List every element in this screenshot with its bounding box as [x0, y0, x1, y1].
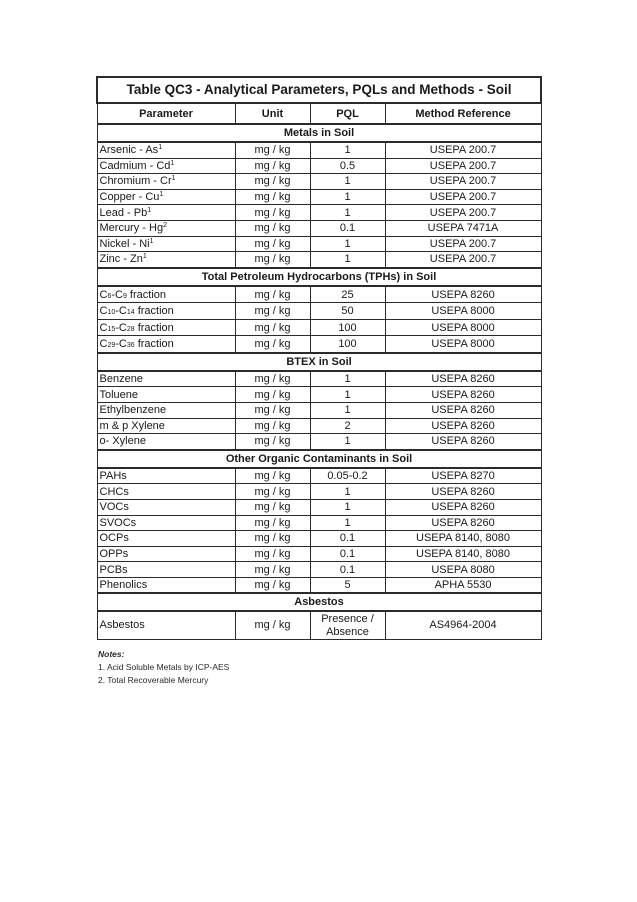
table-row [97, 303, 541, 320]
parameter-cell [97, 174, 235, 190]
parameter-cell: o- Xylene [97, 434, 235, 450]
pql-cell: 0.1 [310, 546, 385, 562]
method-cell: USEPA 200.7 [385, 174, 541, 190]
carbon-end: 9 [122, 292, 127, 300]
footnote-ref: 2 [163, 222, 167, 230]
parameter-cell [97, 220, 235, 236]
method-cell: USEPA 8260 [385, 515, 541, 531]
carbon-start: 15 [107, 325, 116, 333]
header-unit: Unit [235, 103, 310, 124]
parameter-cell: Benzene [97, 371, 235, 387]
method-cell: USEPA 8000 [385, 336, 541, 353]
pql-cell: 1 [310, 484, 385, 500]
method-cell: APHA 5530 [385, 577, 541, 593]
method-cell: USEPA 8080 [385, 562, 541, 578]
parameter-cell: Ethylbenzene [97, 402, 235, 418]
table-row [97, 499, 541, 515]
header-row [97, 103, 541, 124]
section-header-row [97, 593, 541, 611]
section-title: BTEX in Soil [97, 353, 541, 371]
parameter-cell: CHCs [97, 484, 235, 500]
unit-cell: mg / kg [235, 546, 310, 562]
table-row [97, 142, 541, 158]
unit-cell: mg / kg [235, 142, 310, 158]
section-header-row [97, 124, 541, 142]
unit-cell: mg / kg [235, 531, 310, 547]
pql-cell: 0.1 [310, 562, 385, 578]
unit-cell: mg / kg [235, 158, 310, 174]
unit-cell: mg / kg [235, 205, 310, 221]
pql-cell: 1 [310, 499, 385, 515]
unit-cell: mg / kg [235, 402, 310, 418]
method-cell: USEPA 8000 [385, 319, 541, 336]
section-title: Asbestos [97, 593, 541, 611]
unit-cell: mg / kg [235, 189, 310, 205]
carbon-label: C [99, 338, 108, 350]
unit-cell: mg / kg [235, 434, 310, 450]
pql-cell: 0.1 [310, 531, 385, 547]
footnote-ref: 1 [147, 206, 152, 214]
pql-cell: 0.1 [310, 220, 385, 236]
metals-section [97, 124, 541, 268]
pql-cell: 1 [310, 236, 385, 252]
unit-cell: mg / kg [235, 515, 310, 531]
parameter-name: Copper - Cu [99, 191, 160, 204]
parameter-name: Cadmium - Cd [99, 159, 171, 172]
pql-cell: 25 [310, 286, 385, 303]
method-cell: USEPA 200.7 [385, 189, 541, 205]
unit-cell: mg / kg [235, 371, 310, 387]
method-cell: AS4964-2004 [385, 611, 541, 640]
pql-cell: 100 [310, 319, 385, 336]
notes [98, 648, 229, 687]
pql-cell: 1 [310, 174, 385, 190]
parameter-cell [97, 303, 235, 320]
footnote-ref: 1 [158, 144, 163, 152]
table-row [97, 252, 541, 268]
unit-cell: mg / kg [235, 286, 310, 303]
section-header-row [97, 268, 541, 286]
parameter-cell: m & p Xylene [97, 418, 235, 434]
table-row [97, 236, 541, 252]
unit-cell: mg / kg [235, 577, 310, 593]
organics-section [97, 450, 541, 594]
table-row [97, 158, 541, 174]
parameter-name: Nickel - Ni [99, 237, 150, 250]
table-row [97, 174, 541, 190]
unit-cell: mg / kg [235, 387, 310, 403]
method-cell: USEPA 8260 [385, 286, 541, 303]
method-cell: USEPA 200.7 [385, 205, 541, 221]
parameter-cell [97, 336, 235, 353]
table-row [97, 402, 541, 418]
method-cell: USEPA 200.7 [385, 158, 541, 174]
parameter-cell: OPPs [97, 546, 235, 562]
method-cell: USEPA 8260 [385, 499, 541, 515]
pql-cell: 2 [310, 418, 385, 434]
notes-heading: Notes: [98, 649, 125, 659]
section-header-row [97, 450, 541, 468]
analytical-parameters-table [96, 76, 542, 640]
unit-cell: mg / kg [235, 303, 310, 320]
tph-section [97, 268, 541, 353]
carbon-label: C [99, 305, 108, 317]
carbon-dash: -C [115, 321, 127, 334]
method-cell: USEPA 8270 [385, 468, 541, 484]
unit-cell: mg / kg [235, 418, 310, 434]
pql-cell: 1 [310, 142, 385, 158]
carbon-start: 6 [107, 292, 112, 300]
method-cell: USEPA 8260 [385, 387, 541, 403]
method-cell: USEPA 200.7 [385, 236, 541, 252]
table-title: Table QC3 - Analytical Parameters, PQLs and Methods - Soil [97, 77, 541, 103]
carbon-label: C [99, 321, 108, 334]
table-row [97, 468, 541, 484]
parameter-cell [97, 189, 235, 205]
parameter-name: Chromium - Cr [99, 175, 172, 188]
pql-cell: 5 [310, 577, 385, 593]
table-row [97, 418, 541, 434]
table-row [97, 577, 541, 593]
method-cell: USEPA 200.7 [385, 142, 541, 158]
note-2: 2. Total Recoverable Mercury [98, 675, 209, 685]
pql-cell: 1 [310, 387, 385, 403]
table-row [97, 205, 541, 221]
parameter-name: Zinc - Zn [99, 253, 143, 266]
fraction-label: fraction [134, 321, 174, 334]
table-row [97, 484, 541, 500]
carbon-dash: -C [111, 288, 123, 301]
footnote-ref: 1 [171, 175, 176, 183]
parameter-cell [97, 158, 235, 174]
table-row [97, 189, 541, 205]
pql-cell: 1 [310, 434, 385, 450]
unit-cell: mg / kg [235, 336, 310, 353]
parameter-cell [97, 205, 235, 221]
pql-line: Absence [326, 625, 369, 638]
section-header-row [97, 353, 541, 371]
pql-cell: 1 [310, 252, 385, 268]
parameter-cell [97, 319, 235, 336]
pql-cell: 1 [310, 205, 385, 221]
table-title-row [97, 77, 541, 103]
method-cell: USEPA 8260 [385, 434, 541, 450]
document [96, 76, 540, 640]
parameter-cell: VOCs [97, 499, 235, 515]
pql-cell: 50 [310, 303, 385, 320]
footnote-ref: 1 [149, 237, 154, 245]
method-cell: USEPA 8260 [385, 402, 541, 418]
table-row [97, 387, 541, 403]
parameter-cell: OCPs [97, 531, 235, 547]
carbon-end: 14 [126, 309, 135, 316]
table-row [97, 319, 541, 336]
unit-cell: mg / kg [235, 484, 310, 500]
parameter-name: Arsenic - As [99, 144, 159, 157]
parameter-cell: Phenolics [97, 577, 235, 593]
parameter-cell: Toluene [97, 387, 235, 403]
parameter-cell: SVOCs [97, 515, 235, 531]
unit-cell: mg / kg [235, 174, 310, 190]
parameter-cell [97, 286, 235, 303]
header-parameter: Parameter [97, 103, 235, 124]
pql-cell: 100 [310, 336, 385, 353]
table-row [97, 531, 541, 547]
parameter-cell: Asbestos [97, 611, 235, 640]
method-cell: USEPA 8140, 8080 [385, 546, 541, 562]
unit-cell: mg / kg [235, 562, 310, 578]
table-row [97, 336, 541, 353]
fraction-label: fraction [134, 338, 174, 350]
pql-cell: 1 [310, 189, 385, 205]
method-cell: USEPA 8260 [385, 484, 541, 500]
section-title: Metals in Soil [97, 124, 541, 142]
parameter-cell [97, 252, 235, 268]
carbon-end: 28 [126, 325, 135, 333]
fraction-label: fraction [134, 305, 174, 317]
unit-cell: mg / kg [235, 236, 310, 252]
footnote-ref: 1 [170, 159, 175, 167]
method-cell: USEPA 8140, 8080 [385, 531, 541, 547]
carbon-end: 36 [126, 342, 135, 349]
table-row [97, 515, 541, 531]
carbon-dash: -C [115, 338, 127, 350]
method-cell: USEPA 7471A [385, 220, 541, 236]
parameter-cell [97, 236, 235, 252]
unit-cell: mg / kg [235, 319, 310, 336]
method-cell: USEPA 200.7 [385, 252, 541, 268]
pql-cell: 1 [310, 515, 385, 531]
carbon-label: C [99, 288, 108, 301]
unit-cell: mg / kg [235, 220, 310, 236]
method-cell: USEPA 8260 [385, 418, 541, 434]
pql-cell: 1 [310, 371, 385, 387]
table-row [97, 371, 541, 387]
pql-line: Presence / [321, 612, 374, 625]
carbon-dash: -C [115, 305, 127, 317]
unit-cell: mg / kg [235, 468, 310, 484]
pql-cell: 1 [310, 402, 385, 418]
pql-cell: 0.5 [310, 158, 385, 174]
table-row [97, 546, 541, 562]
note-1: 1. Acid Soluble Metals by ICP-AES [98, 662, 230, 672]
section-title: Other Organic Contaminants in Soil [97, 450, 541, 468]
carbon-start: 29 [107, 342, 116, 349]
parameter-name: Lead - Pb [99, 206, 148, 219]
table-row [97, 286, 541, 303]
unit-cell: mg / kg [235, 611, 310, 640]
parameter-cell: PCBs [97, 562, 235, 578]
asbestos-section [97, 593, 541, 640]
unit-cell: mg / kg [235, 252, 310, 268]
unit-cell: mg / kg [235, 499, 310, 515]
parameter-cell: PAHs [97, 468, 235, 484]
table-row [97, 434, 541, 450]
header-pql: PQL [310, 103, 385, 124]
parameter-name: Mercury - Hg [99, 222, 164, 235]
table-row [97, 220, 541, 236]
table-row [97, 611, 541, 640]
pql-cell: 0.05-0.2 [310, 468, 385, 484]
method-cell: USEPA 8000 [385, 303, 541, 320]
btex-section [97, 353, 541, 450]
method-cell: USEPA 8260 [385, 371, 541, 387]
fraction-label: fraction [126, 288, 167, 301]
parameter-cell [97, 142, 235, 158]
pql-cell [310, 611, 385, 640]
footnote-ref: 1 [142, 253, 147, 261]
section-title: Total Petroleum Hydrocarbons (TPHs) in Soil [97, 268, 541, 286]
footnote-ref: 1 [159, 191, 164, 199]
table-row [97, 562, 541, 578]
carbon-start: 10 [107, 309, 116, 316]
header-method: Method Reference [385, 103, 541, 124]
